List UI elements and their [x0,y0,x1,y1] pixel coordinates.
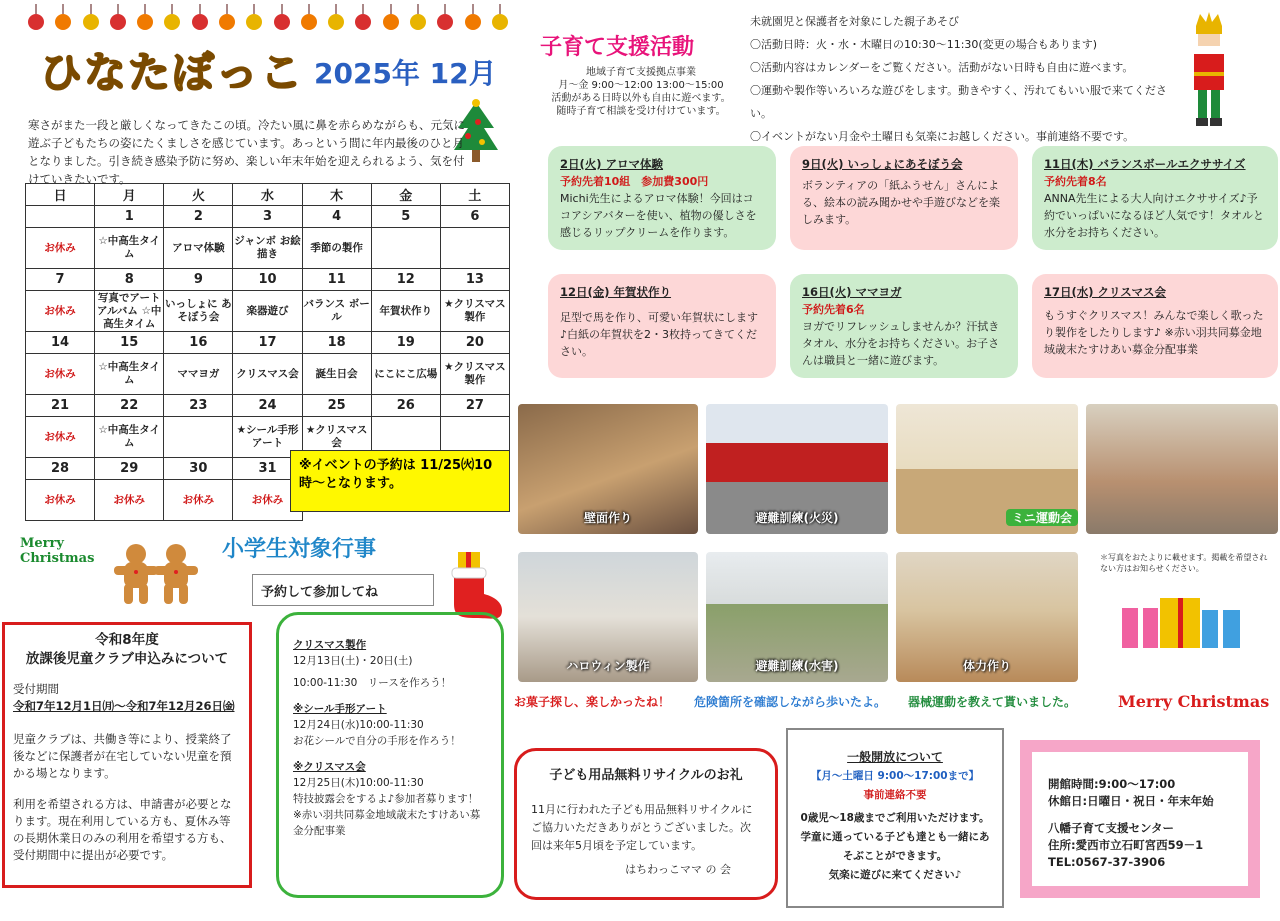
photo-caption: 体力作り [962,659,1011,673]
card-title: 17日(水) クリスマス会 [1044,285,1167,299]
calendar-event: ママヨガ [164,354,233,395]
date-number: 30 [164,458,233,480]
ornament-garland [28,4,508,32]
open-closing: 気楽に遊びに来てください♪ [828,869,962,881]
card-reservation: 予約先着8名 [1044,175,1107,188]
date-number: 16 [164,332,233,354]
card-body: 足型で馬を作り、可愛い年賀状にします♪白紙の年賀状を2・3枚持ってきてください。 [560,311,758,358]
calendar-event: お休み [26,480,95,521]
elem-event-detail: お花シールで自分の手形を作ろう！ [293,735,461,747]
date-number: 13 [440,269,509,291]
elem-event-date: 12月25日(木)10:00-11:30 [293,777,424,789]
calendar-event [371,228,440,269]
card-reservation: 予約先着6名 [802,303,865,316]
date-number: 19 [371,332,440,354]
support-line: 地域子育て支援拠点事業 [586,67,696,78]
gingerbread-icon [112,540,202,608]
date-number: 20 [440,332,509,354]
photo-note: 器械運動を教えて貰いました。 [908,695,1077,709]
club-period-label: 受付期間 [13,682,59,696]
recycle-signature: はちわっこママ の 会 [625,863,731,876]
event-card [790,146,1018,250]
photo-note: お菓子探し、楽しかったね！ [514,695,671,709]
calendar-event: お休み [164,480,233,521]
calendar-event: ★クリスマス会 [302,417,371,458]
calendar-event: アロマ体験 [164,228,233,269]
merry-christmas-label-2: Merry Christmas [1118,692,1270,711]
date-number: 23 [164,395,233,417]
calendar-event: ★シール手形 アート [233,417,302,458]
date-number: 27 [440,395,509,417]
photo-caption: 壁面作り [583,511,632,525]
date-number: 10 [233,269,302,291]
nutcracker-icon [1186,12,1232,132]
weekday-header: 日 [26,184,95,206]
calendar-event [440,228,509,269]
support-line: 活動がある日時以外も自由に遊べます。 [551,93,731,104]
photo-group [1086,404,1278,534]
photo-note: 危険箇所を確認しながら歩いたよ。 [694,695,887,709]
date-number: 14 [26,332,95,354]
photo-fire-drill [706,404,888,534]
card-title: 9日(火) いっしょにあそぼう会 [802,157,963,171]
weekday-header: 土 [440,184,509,206]
elem-event-date: 12月24日(水)10:00-11:30 [293,719,424,731]
calendar-event: ☆中高生タイム [95,417,164,458]
calendar-event: 年賀状作り [371,291,440,332]
calendar-event: ★クリスマス 製作 [440,291,509,332]
calendar-event: お休み [233,480,302,521]
club-heading-1: 令和8年度 [95,632,159,648]
date-number: 9 [164,269,233,291]
calendar-event: クリスマス会 [233,354,302,395]
open-heading: 一般開放について [847,750,943,764]
event-card [548,146,776,250]
card-title: 16日(火) ママヨガ [802,285,902,299]
date-number: 24 [233,395,302,417]
photo-halloween [518,552,698,682]
center-address: 住所:愛西市立石町宮西59－1 [1048,838,1204,852]
calendar-event: 写真でアートアルバム ☆中高生タイム [95,291,164,332]
newsletter-title: ひなたぼっこ [40,48,305,97]
calendar-event: お休み [95,480,164,521]
recycle-body: 11月に行われた子ども用品無料リサイクルにご協力いただきありがとうございました。次回は来年5月頃を予定しています。 [531,803,753,852]
event-card [1032,146,1278,250]
club-period: 令和7年12月1日㈪～令和7年12月26日㈮ [13,699,235,713]
weekday-header: 木 [302,184,371,206]
date-number: 15 [95,332,164,354]
calendar-event: お休み [26,228,95,269]
weekday-header: 水 [233,184,302,206]
recycle-heading: 子ども用品無料リサイクルのお礼 [549,768,743,783]
date-number: 31 [233,458,302,480]
merry-christmas-label: Merry Christmas [20,536,95,566]
event-card [1032,274,1278,378]
photo-fitness [896,552,1078,682]
photo-caption: 避難訓練(火災) [755,511,839,525]
event-card [548,274,776,378]
calendar-event: バランス ボール [302,291,371,332]
open-no-call: 事前連絡不要 [863,789,927,801]
calendar-event: お休み [26,354,95,395]
photo-caption: ハロウィン製作 [566,659,650,673]
center-closed-days: 休館日:日曜日・祝日・年末年始 [1048,794,1214,808]
club-desc: 児童クラブは、共働き等により、授業終了後などに保護者が在宅していない児童を預かる場となります。 [13,732,232,780]
photo-wall-craft [518,404,698,534]
calendar-event: いっしょに あそぼう会 [164,291,233,332]
date-number: 5 [371,206,440,228]
card-body: Michi先生によるアロマ体験！今回はココアシアバターを使い、植物の優しさを感じるリップクリームを作ります。 [560,192,757,239]
open-hours: 【月～土曜日 9:00～17:00まで】 [810,770,980,782]
elem-event-title: ※シール手形アート [293,703,387,715]
photo-disclaimer: ＊写真をおたよりに載せます。掲載を希望されない方はお知らせください。 [1100,553,1268,573]
photo-flood-drill [706,552,888,682]
photo-mini-sports [896,404,1078,534]
date-number: 2 [164,206,233,228]
date-number: 1 [95,206,164,228]
date-number: 12 [371,269,440,291]
date-number: 11 [302,269,371,291]
card-body: ANNA先生による大人向けエクササイズ♪予約でいっぱいになるほど人気です！タオルと水分をお持ちください。 [1044,192,1264,239]
date-number: 6 [440,206,509,228]
card-body: もうすぐクリスマス！みんなで楽しく歌ったり製作をしたりします♪ ※赤い羽共同募金地域歳末たすけあい募金分配事業 [1044,309,1264,356]
elem-event-date: 12月13日(土)・20日(土) [293,655,413,667]
support-activity-title: 子育て支援活動 [540,35,695,60]
recycle-thanks-box [514,748,778,900]
weekday-header: 金 [371,184,440,206]
open-use-box [786,728,1004,908]
card-title: 11日(木) バランスボールエクササイズ [1044,157,1246,171]
elementary-events-title: 小学生対象行事 [222,537,377,562]
calendar-event: ジャンボ お絵描き [233,228,302,269]
card-body: ボランティアの「紙ふうせん」さんによる、絵本の読み聞かせや手遊びなどを楽しみます。 [802,179,1000,226]
calendar-event: 誕生日会 [302,354,371,395]
photo-caption: ミニ運動会 [1006,509,1078,526]
date-number: 21 [26,395,95,417]
support-info [546,66,736,118]
date-number: 25 [302,395,371,417]
support-line: 月～金 9:00～12:00 13:00～15:00 [558,80,724,91]
support-line: 随時子育て相談を受け付けています。 [556,106,726,117]
elem-event-detail: 10:00-11:30 リースを作ろう！ [293,677,452,689]
center-name: 八幡子育て支援センター [1048,821,1175,835]
elementary-events-box [276,612,504,898]
after-school-club-box [2,622,252,888]
date-number [26,206,95,228]
reservation-prompt: 予約して参加してね [252,574,434,606]
calendar-event [164,417,233,458]
issue-month: 2025年 12月 [314,57,497,90]
center-open-hours: 開館時間:9:00～17:00 [1048,777,1176,791]
open-body: 0歳児～18歳までご利用いただけます。学童に通っている子ども達とも一緒にあそぶことができます。 [800,812,990,862]
date-number: 26 [371,395,440,417]
elem-event-title: クリスマス製作 [293,639,367,651]
date-number: 4 [302,206,371,228]
intro-text: 寒さがまた一段と厳しくなってきたこの頃。冷たい風に鼻を赤らめながらも、元気に遊ぶ子どもたちの姿にたくましさを感じています。あっという間に年内最後のひと月となりました。引き続き感染予防に努め、楽しい年末年始を迎えられるよう、気を付けていきたいです。 [28,118,465,186]
date-number: 18 [302,332,371,354]
calendar-event: お休み [26,291,95,332]
card-title: 12日(金) 年賀状作り [560,285,672,299]
calendar-event: ☆中高生タイム [95,228,164,269]
photo-caption: 避難訓練(水害) [755,659,839,673]
date-number: 17 [233,332,302,354]
center-phone: TEL:0567-37-3906 [1048,855,1166,869]
weekday-header: 月 [95,184,164,206]
oyako-line: 〇運動や製作等いろいろな遊びをします。動きやすく、汚れてもいい服で来てください。 [750,84,1167,120]
calendar-event: 楽器遊び [233,291,302,332]
date-number: 7 [26,269,95,291]
calendar-event: 季節の製作 [302,228,371,269]
elem-event-detail: 特技披露会をするよ♪参加者募ります！ ※赤い羽共同募金地域歳末たすけあい募金分配事業 [293,793,481,837]
oyako-line: 未就園児と保護者を対象にした親子あそび [750,15,959,28]
weekday-header: 火 [164,184,233,206]
parent-child-play-info [750,10,1180,148]
reservation-notice: ※イベントの予約は 11/25㈫10時～となります。 [290,450,510,512]
event-card [790,274,1018,378]
calendar-event: お休み [26,417,95,458]
calendar-event: ☆中高生タイム [95,354,164,395]
club-apply: 利用を希望される方は、申請書が必要となります。現在利用している方も、夏休み等の長期休業日のみの利用を希望する方も、受付期間中に提出が必要です。 [13,797,232,862]
elem-event-title: ※クリスマス会 [293,761,366,773]
date-number: 3 [233,206,302,228]
date-number: 8 [95,269,164,291]
center-info-box [1020,740,1260,898]
card-body: ヨガでリフレッシュしませんか？汗拭きタオル、水分をお持ちください。お子さんは職員と一緒に遊びます。 [802,320,1000,367]
club-heading-2: 放課後児童クラブ申込みについて [25,651,229,667]
oyako-line: 〇イベントがない月金や土曜日も気楽にお越しください。事前連絡不要です。 [750,130,1135,143]
card-title: 2日(火) アロマ体験 [560,157,664,171]
calendar-event: ★クリスマス 製作 [440,354,509,395]
date-number: 22 [95,395,164,417]
oyako-line: 〇活動日時：火・水・木曜日の10:30～11:30(変更の場合もあります) [750,38,1097,51]
card-reservation: 予約先着10組 参加費300円 [560,175,709,188]
calendar-event: にこにこ広場 [371,354,440,395]
oyako-line: 〇活動内容はカレンダーをご覧ください。活動がない日時も自由に遊べます。 [750,61,1134,74]
date-number: 28 [26,458,95,480]
christmas-boot-icon [436,548,506,620]
date-number: 29 [95,458,164,480]
